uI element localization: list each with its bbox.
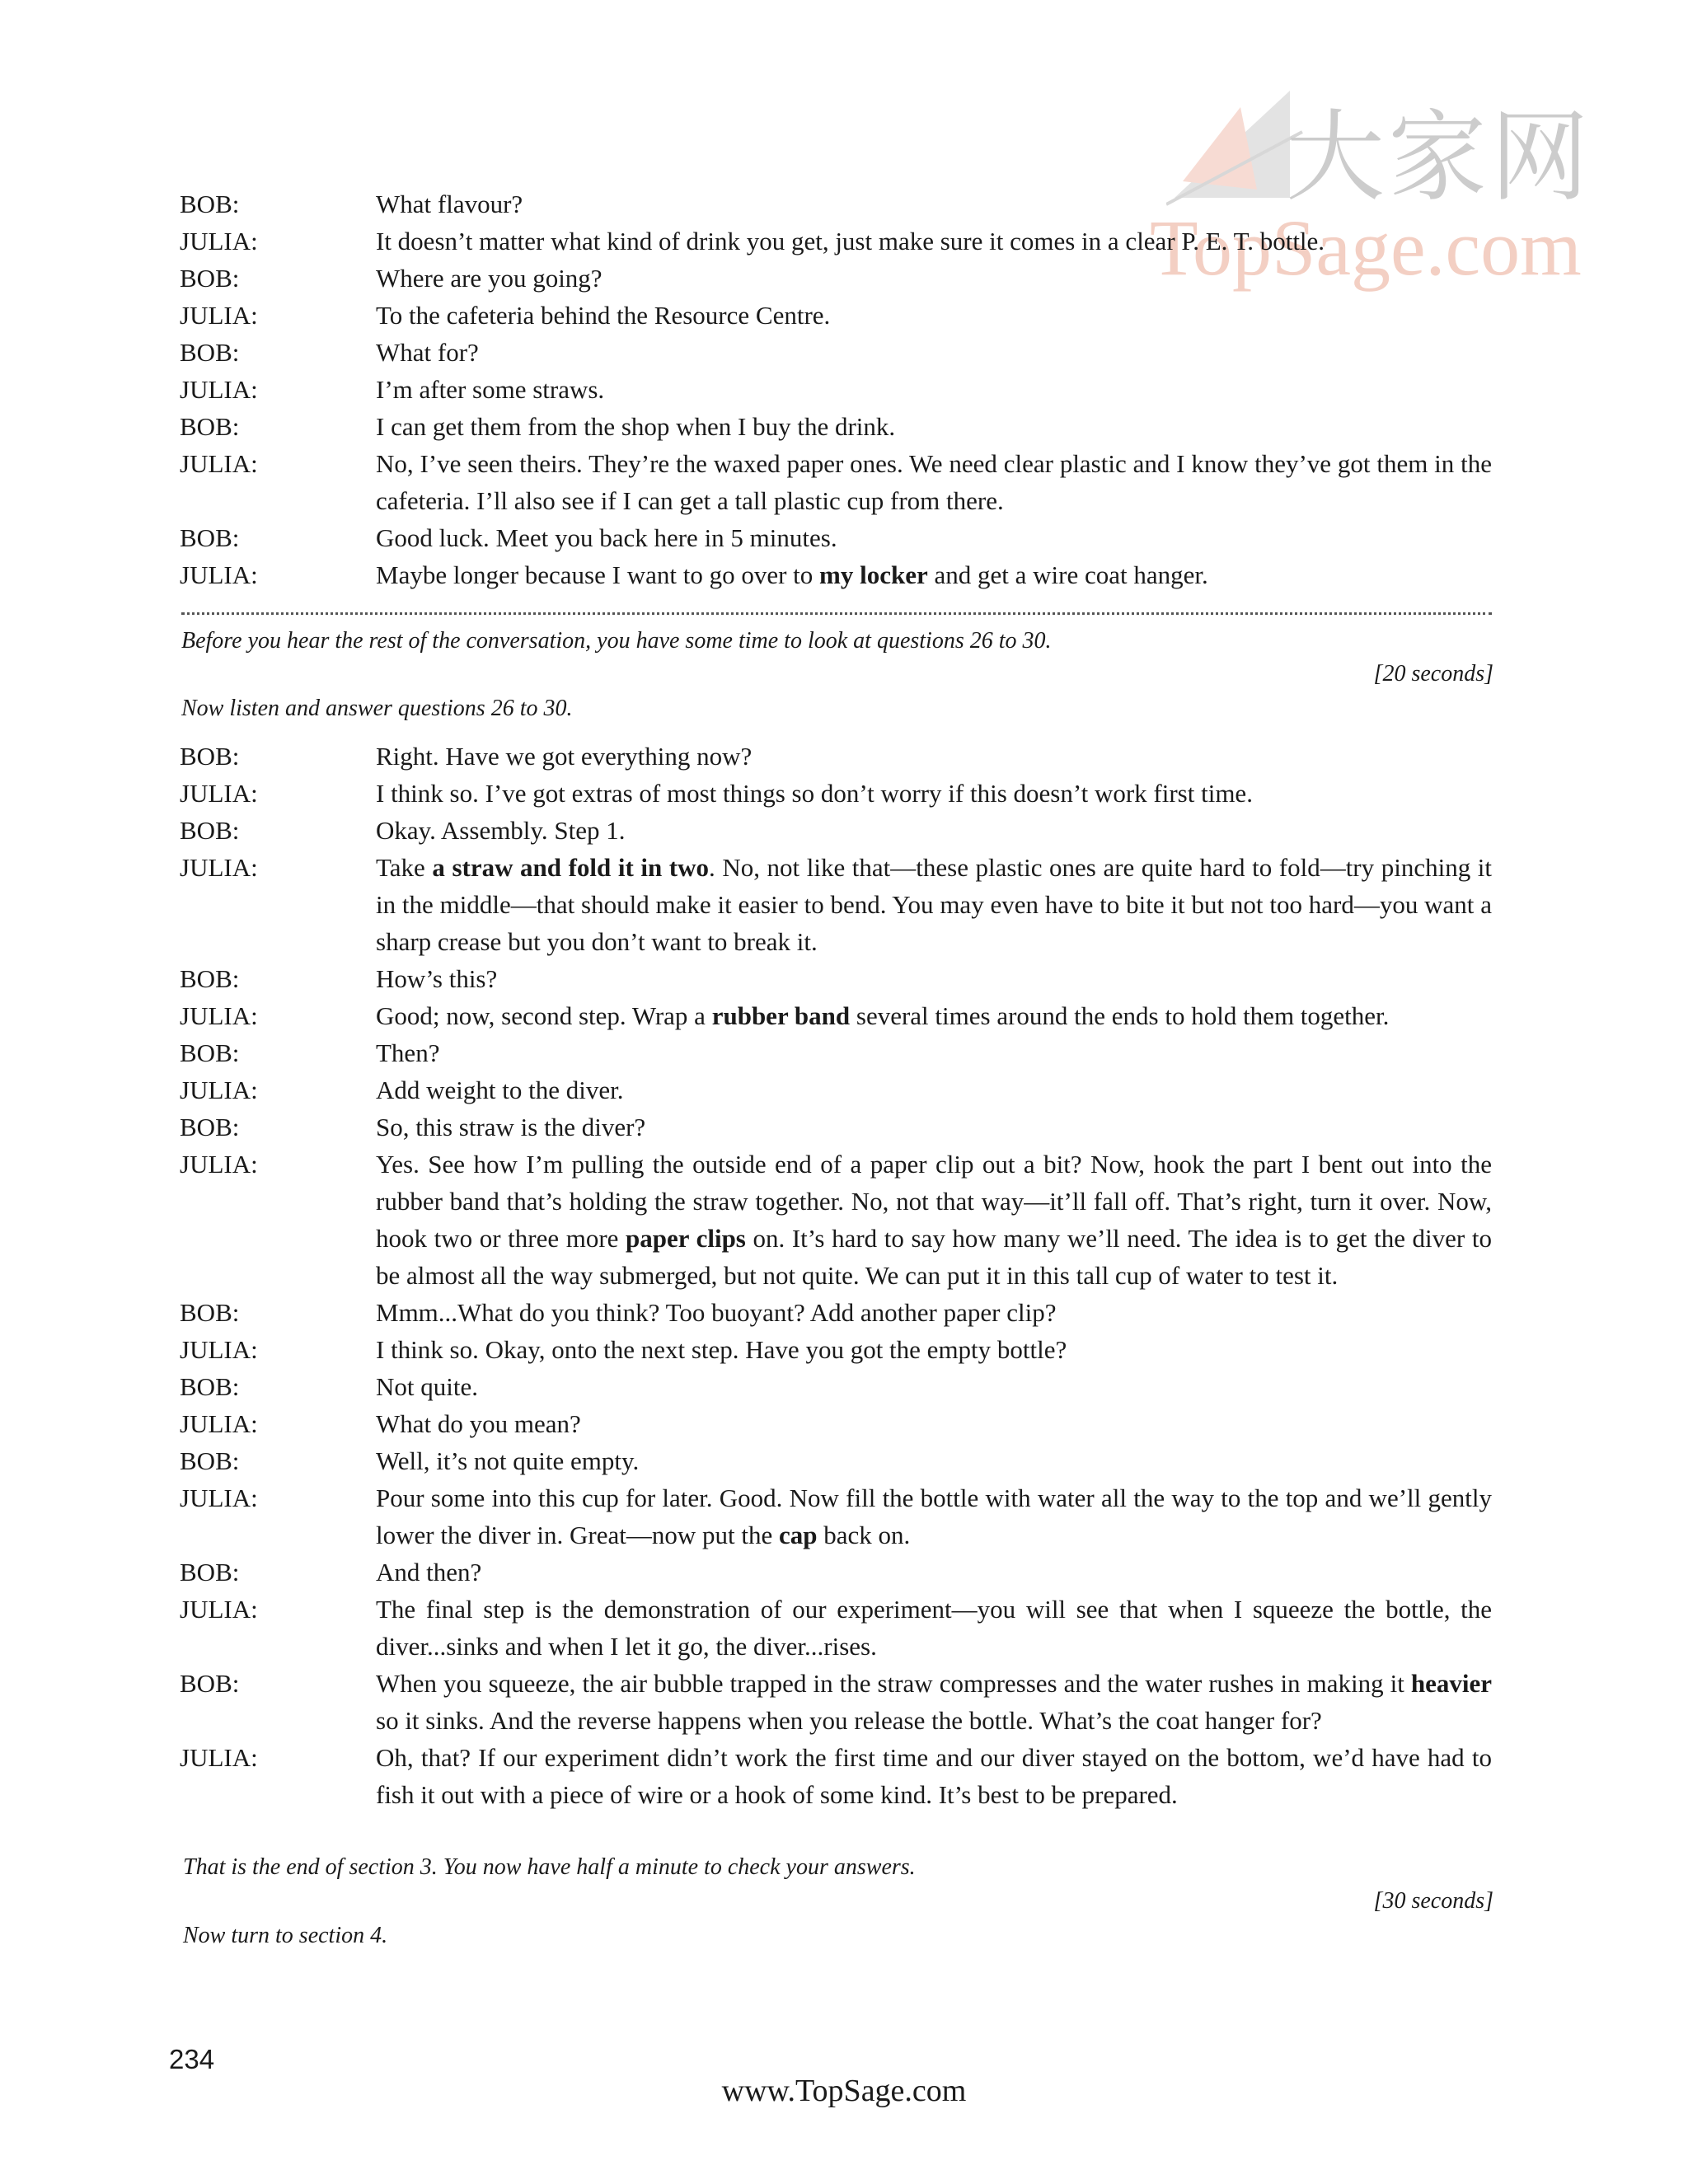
speaker-label: BOB:	[180, 190, 240, 218]
speaker-label: BOB:	[180, 1372, 240, 1401]
speaker-label: JULIA:	[180, 1150, 258, 1179]
bold-keyword: heavier	[1410, 1669, 1492, 1698]
speaker-label: JULIA:	[180, 1001, 258, 1030]
dialogue-line	[180, 519, 1492, 556]
dialogue-line	[180, 1554, 1492, 1591]
speaker-label: JULIA:	[180, 1483, 258, 1512]
speech-text	[376, 1554, 1492, 1591]
speech-segment: Good; now, second step. Wrap a	[376, 1001, 712, 1030]
speech-segment: . No, not like that—these plastic ones are quite hard to fold—try pinching it in the middle—that should make it easier to bend. You may even have to bite it but not too hard—you want a sharp crease but you don’t want to break it.	[376, 853, 1492, 956]
speech-text	[376, 960, 1492, 997]
instruction-next-section: Now turn to section 4.	[183, 1923, 388, 1948]
dialogue-line	[180, 849, 1492, 960]
dialogue-line	[180, 1405, 1492, 1442]
dialogue-line	[180, 1442, 1492, 1479]
speech-segment: several times around the ends to hold them together.	[850, 1001, 1390, 1030]
instruction-preview: Before you hear the rest of the conversation, you have some time to look at questions 26 to 30.	[181, 628, 1052, 654]
speaker-label: JULIA:	[180, 779, 258, 808]
speech-text	[376, 1665, 1492, 1739]
speech-segment: Pour some into this cup for later. Good. Now fill the bottle with water all the way to the top and we’ll gently lower the diver in. Great—now put the	[376, 1483, 1492, 1549]
speaker-label: JULIA:	[180, 301, 258, 330]
dialogue-line	[180, 775, 1492, 812]
speech-text	[376, 1034, 1492, 1071]
bold-keyword: cap	[778, 1521, 818, 1549]
speaker-label: JULIA:	[180, 1335, 258, 1364]
speaker-label: BOB:	[180, 338, 240, 367]
speech-text	[376, 997, 1492, 1034]
speech-segment: Maybe longer because I want to go over to	[376, 560, 820, 589]
speech-segment: Mmm...What do you think? Too buoyant? Add another paper clip?	[376, 1298, 1057, 1327]
dialogue-line	[180, 960, 1492, 997]
speech-segment: How’s this?	[376, 964, 498, 993]
speaker-label: BOB:	[180, 523, 240, 552]
speech-segment: I can get them from the shop when I buy the drink.	[376, 412, 896, 441]
dialogue-line	[180, 1146, 1492, 1294]
speech-segment: When you squeeze, the air bubble trapped in the straw compresses and the water rushes in making it	[376, 1669, 1411, 1698]
bold-keyword: paper clips	[626, 1224, 746, 1253]
speaker-label: BOB:	[180, 742, 240, 771]
speech-text	[376, 556, 1492, 593]
dialogue-line	[180, 260, 1492, 297]
instruction-end-section: That is the end of section 3. You now have half a minute to check your answers.	[183, 1854, 916, 1880]
speaker-label: BOB:	[180, 1669, 240, 1698]
dialogue-line	[180, 297, 1492, 334]
speech-text	[376, 297, 1492, 334]
dialogue-line	[180, 812, 1492, 849]
speech-segment: on. It’s hard to say how many we’ll need. The idea is to get the diver to be almost all the way submerged, but not quite. We can put it in this tall cup of water to test it.	[376, 1224, 1492, 1290]
speech-segment: Well, it’s not quite empty.	[376, 1446, 640, 1475]
dialogue-line	[180, 997, 1492, 1034]
speaker-label: JULIA:	[180, 227, 258, 255]
speaker-label: BOB:	[180, 816, 240, 845]
speech-segment: Oh, that? If our experiment didn’t work the first time and our diver stayed on the bottom, we’d have had to fish it out with a piece of wire or a hook of some kind. It’s best to be prepared.	[376, 1743, 1492, 1809]
speech-text	[376, 185, 1492, 223]
speech-segment: And then?	[376, 1558, 482, 1586]
speech-segment: Not quite.	[376, 1372, 478, 1401]
dialogue-line	[180, 223, 1492, 260]
dialogue-line	[180, 1108, 1492, 1146]
watermark-brand-text: TopSage.com	[1150, 204, 1582, 292]
timing-30-seconds: [30 seconds]	[1373, 1888, 1493, 1914]
speech-segment: so it sinks. And the reverse happens when you release the bottle. What’s the coat hanger for?	[376, 1706, 1322, 1735]
speech-text	[376, 1368, 1492, 1405]
speech-segment: The final step is the demonstration of our experiment—you will see that when I squeeze the bottle, the diver...sinks and when I let it go, the diver...rises.	[376, 1595, 1492, 1661]
dialogue-part-1	[180, 185, 1492, 593]
bold-keyword: my locker	[819, 560, 928, 589]
speech-text	[376, 371, 1492, 408]
speech-segment: Okay. Assembly. Step 1.	[376, 816, 626, 845]
speaker-label: BOB:	[180, 1298, 240, 1327]
dialogue-line	[180, 1294, 1492, 1331]
dialogue-line	[180, 1034, 1492, 1071]
speech-segment: back on.	[817, 1521, 911, 1549]
dotted-divider	[181, 612, 1492, 615]
dialogue-line	[180, 738, 1492, 775]
speaker-label: JULIA:	[180, 1409, 258, 1438]
speaker-label: JULIA:	[180, 560, 258, 589]
speech-segment: To the cafeteria behind the Resource Centre.	[376, 301, 831, 330]
speaker-label: JULIA:	[180, 1743, 258, 1772]
speaker-label: JULIA:	[180, 375, 258, 404]
speech-segment: Good luck. Meet you back here in 5 minutes.	[376, 523, 837, 552]
dialogue-line	[180, 1071, 1492, 1108]
speech-text	[376, 1146, 1492, 1294]
dialogue-line	[180, 334, 1492, 371]
speech-segment: It doesn’t matter what kind of drink you get, just make sure it comes in a clear P. E. T. bottle.	[376, 227, 1325, 255]
speech-text	[376, 1591, 1492, 1665]
speaker-label: BOB:	[180, 264, 240, 293]
speech-text	[376, 775, 1492, 812]
dialogue-line	[180, 1368, 1492, 1405]
speech-text	[376, 1331, 1492, 1368]
footer-url: www.TopSage.com	[721, 2074, 967, 2108]
timing-20-seconds: [20 seconds]	[1373, 661, 1493, 687]
instruction-listen: Now listen and answer questions 26 to 30.	[181, 696, 573, 721]
speech-segment: What do you mean?	[376, 1409, 581, 1438]
speech-segment: Yes. See how I’m pulling the outside end of a paper clip out a bit? Now, hook the part I bent out into the rubber band that’s holding the straw together. No, not that way—it’ll fall off. That’s right, turn it over. Now, hook two or three more	[376, 1150, 1492, 1253]
speaker-label: JULIA:	[180, 1595, 258, 1624]
page-number: 234	[169, 2044, 215, 2074]
speaker-label: JULIA:	[180, 449, 258, 478]
dialogue-line	[180, 1591, 1492, 1665]
speech-segment: So, this straw is the diver?	[376, 1113, 646, 1141]
dialogue-line	[180, 1665, 1492, 1739]
speech-text	[376, 1071, 1492, 1108]
speaker-label: BOB:	[180, 1446, 240, 1475]
speech-segment: What flavour?	[376, 190, 523, 218]
watermark-chinese-text: 大家网	[1286, 101, 1592, 215]
speaker-label: BOB:	[180, 412, 240, 441]
speaker-label: BOB:	[180, 1558, 240, 1586]
speech-text	[376, 1739, 1492, 1813]
speech-segment: I’m after some straws.	[376, 375, 605, 404]
speaker-label: BOB:	[180, 1113, 240, 1141]
speech-text	[376, 445, 1492, 519]
speaker-label: BOB:	[180, 1038, 240, 1067]
dialogue-line	[180, 371, 1492, 408]
speech-segment: Right. Have we got everything now?	[376, 742, 753, 771]
speech-text	[376, 812, 1492, 849]
dialogue-line	[180, 408, 1492, 445]
dialogue-line	[180, 1479, 1492, 1554]
dialogue-line	[180, 1739, 1492, 1813]
speech-text	[376, 334, 1492, 371]
speech-text	[376, 738, 1492, 775]
speech-segment: and get a wire coat hanger.	[927, 560, 1208, 589]
speech-segment: I think so. I’ve got extras of most things so don’t worry if this doesn’t work first time.	[376, 779, 1253, 808]
speech-segment: Where are you going?	[376, 264, 603, 293]
speech-text	[376, 223, 1492, 260]
bold-keyword: a straw and fold it in two	[432, 853, 710, 882]
speech-text	[376, 849, 1492, 960]
dialogue-line	[180, 185, 1492, 223]
dialogue-line	[180, 1331, 1492, 1368]
speech-segment: Add weight to the diver.	[376, 1076, 624, 1104]
speech-text	[376, 519, 1492, 556]
dialogue-part-2	[180, 738, 1492, 1813]
speaker-label: BOB:	[180, 964, 240, 993]
speech-text	[376, 1442, 1492, 1479]
speech-segment: I think so. Okay, onto the next step. Have you got the empty bottle?	[376, 1335, 1067, 1364]
dialogue-line	[180, 556, 1492, 593]
speech-segment: Take	[376, 853, 433, 882]
speech-text	[376, 1108, 1492, 1146]
speech-segment: Then?	[376, 1038, 440, 1067]
speaker-label: JULIA:	[180, 1076, 258, 1104]
dialogue-line	[180, 445, 1492, 519]
speech-text	[376, 1405, 1492, 1442]
speech-text	[376, 260, 1492, 297]
speaker-label: JULIA:	[180, 853, 258, 882]
speech-text	[376, 408, 1492, 445]
speech-segment: No, I’ve seen theirs. They’re the waxed paper ones. We need clear plastic and I know they’ve got them in the cafeteria. I’ll also see if I can get a tall plastic cup from there.	[376, 449, 1492, 515]
speech-text	[376, 1294, 1492, 1331]
speech-text	[376, 1479, 1492, 1554]
speech-segment: What for?	[376, 338, 479, 367]
bold-keyword: rubber band	[711, 1001, 851, 1030]
